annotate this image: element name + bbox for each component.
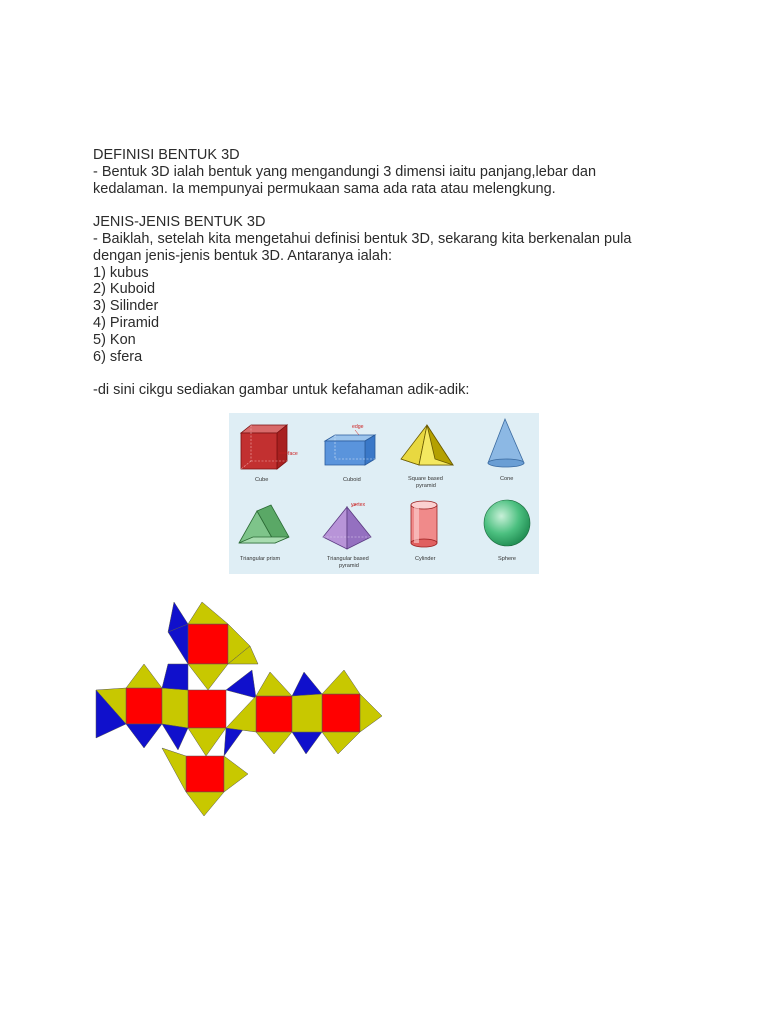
- cuboid-illustration: [325, 430, 375, 465]
- document-body: [93, 147, 713, 399]
- triangular-prism-label: Triangular prism: [240, 556, 281, 562]
- square-pyramid-illustration: [401, 425, 453, 465]
- list-item-piramid: 4) Piramid: [93, 314, 160, 331]
- sphere-label: Sphere: [498, 556, 517, 562]
- list-item-kon: 5) Kon: [93, 331, 136, 348]
- sphere-illustration: [484, 500, 530, 546]
- face-label: face: [288, 451, 298, 457]
- types-line-2: dengan jenis-jenis bentuk 3D. Antaranya ialah:: [93, 247, 393, 264]
- cylinder-label: Cylinder: [415, 556, 436, 562]
- cuboid-label: Cuboid: [343, 477, 361, 483]
- list-item-kubus: 1) kubus: [93, 264, 149, 281]
- triangular-pyramid-illustration: [323, 504, 371, 549]
- square-pyramid-label-1: Square based: [408, 476, 443, 482]
- edge-label: edge: [352, 424, 364, 430]
- list-item-silinder: 3) Silinder: [93, 298, 159, 315]
- shapes-figure: [229, 413, 539, 574]
- definition-line-1: - Bentuk 3D ialah bentuk yang mengandungi 3 dimensi iaitu panjang,lebar dan: [93, 163, 597, 180]
- definition-line-2: kedalaman. Ia mempunyai permukaan sama ada rata atau melengkung.: [93, 180, 556, 197]
- polyhedron-net-figure: [92, 598, 384, 818]
- cone-label: Cone: [500, 476, 514, 482]
- heading-types: JENIS-JENIS BENTUK 3D: [93, 214, 266, 231]
- triangular-pyramid-label-1: Triangular based: [327, 556, 369, 562]
- triangular-pyramid-label-2: pyramid: [339, 563, 359, 569]
- cube-illustration: [241, 425, 288, 469]
- image-intro-text: -di sini cikgu sediakan gambar untuk kefahaman adik-adik:: [93, 382, 470, 399]
- cube-label: Cube: [255, 477, 269, 483]
- list-item-kuboid: 2) Kuboid: [93, 281, 156, 298]
- polyhedron-net: [96, 602, 382, 816]
- triangular-prism-illustration: [239, 505, 289, 543]
- list-item-sfera: 6) sfera: [93, 348, 143, 365]
- types-line-1: - Baiklah, setelah kita mengetahui definisi bentuk 3D, sekarang kita berkenalan pula: [93, 230, 632, 247]
- cylinder-illustration: [411, 501, 437, 547]
- square-pyramid-label-2: pyramid: [416, 483, 436, 489]
- vertex-label: vertex: [351, 502, 366, 508]
- cone-illustration: [488, 419, 524, 467]
- heading-definition: DEFINISI BENTUK 3D: [93, 147, 240, 163]
